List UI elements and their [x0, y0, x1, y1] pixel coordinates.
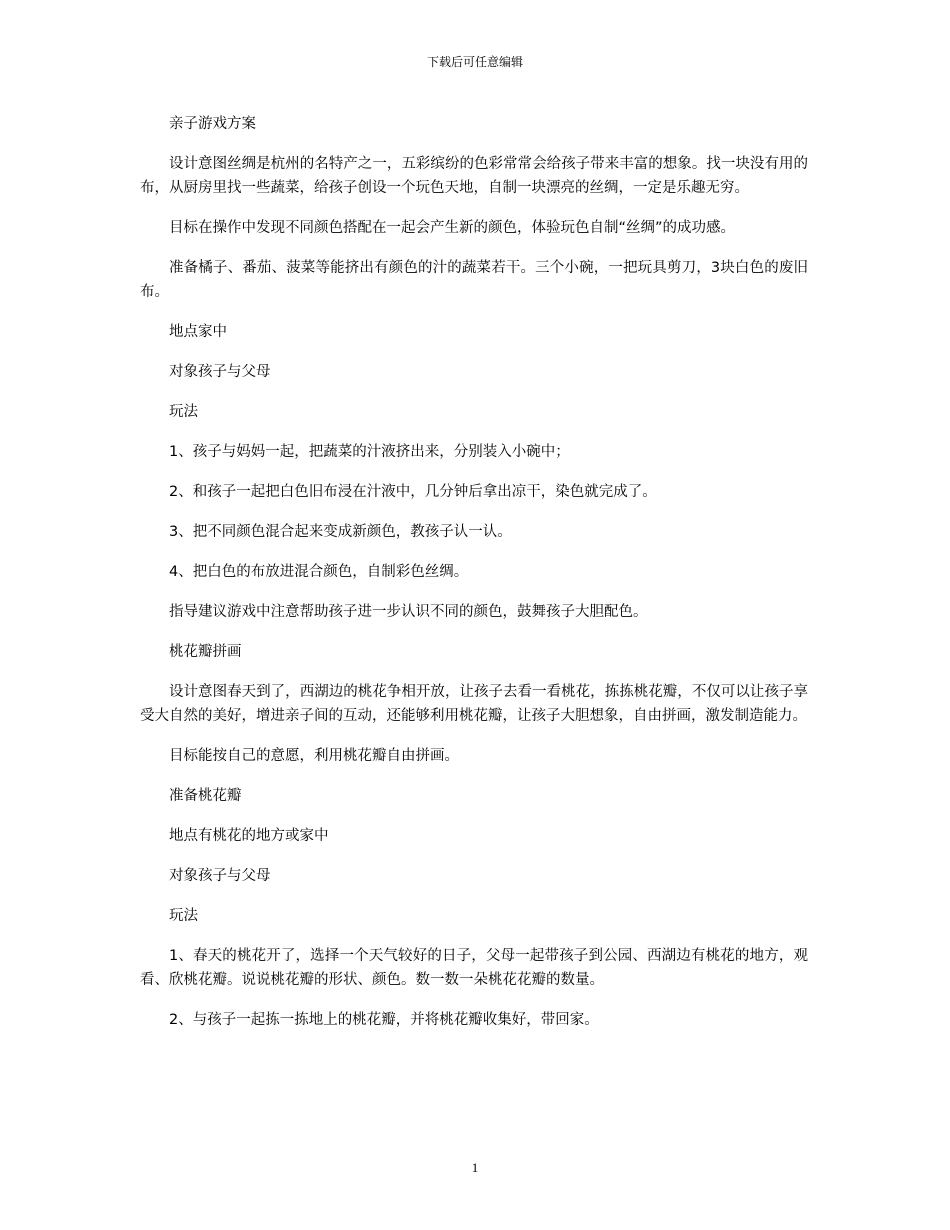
list-item-silk-step-4: 4、把白色的布放进混合颜色，自制彩色丝绸。	[169, 564, 469, 580]
list-item-peach-step-2: 2、与孩子一起拣一拣地上的桃花瓣，并将桃花瓣收集好，带回家。	[169, 1012, 599, 1028]
document-body	[140, 112, 808, 1048]
paragraph-design-intent-peach: 设计意图春天到了，西湖边的桃花争相开放，让孩子去看一看桃花，拣拣桃花瓣，不仅可以让孩子享受大自然的美好，增进亲子间的互动，还能够利用桃花瓣，让孩子大胆想象，自由拼画，激发制造能力。	[140, 684, 808, 724]
section-title-peach-petal: 桃花瓣拼画	[169, 644, 242, 660]
paragraph-preparation-peach: 准备桃花瓣	[169, 788, 242, 804]
section-title-silk-game: 亲子游戏方案	[169, 116, 256, 132]
paragraph-design-intent-silk: 设计意图丝绸是杭州的名特产之一，五彩缤纷的色彩常常会给孩子带来丰富的想象。找一块没有用的布，从厨房里找一些蔬菜，给孩子创设一个玩色天地，自制一块漂亮的丝绸，一定是乐趣无穷。	[140, 156, 808, 196]
paragraph-audience-peach: 对象孩子与父母	[169, 868, 271, 884]
list-item-silk-step-1: 1、孩子与妈妈一起，把蔬菜的汁液挤出来，分别装入小碗中；	[169, 444, 570, 460]
page-number: 1	[471, 1160, 479, 1175]
paragraph-audience-silk: 对象孩子与父母	[169, 364, 271, 380]
list-item-peach-step-1: 1、春天的桃花开了，选择一个天气较好的日子，父母一起带孩子到公园、西湖边有桃花的地方，观看、欣桃花瓣。说说桃花瓣的形状、颜色。数一数一朵桃花花瓣的数量。	[140, 948, 808, 988]
paragraph-location-peach: 地点有桃花的地方或家中	[169, 828, 329, 844]
paragraph-goal-silk: 目标在操作中发现不同颜色搭配在一起会产生新的颜色，体验玩色自制“丝绸”的成功感。	[169, 220, 736, 236]
list-item-silk-step-3: 3、把不同颜色混合起来变成新颜色，教孩子认一认。	[169, 524, 512, 540]
paragraph-preparation-silk: 准备橘子、番茄、菠菜等能挤出有颜色的汁的蔬菜若干。三个小碗，一把玩具剪刀，3块白色的废旧布。	[140, 260, 808, 300]
paragraph-goal-peach: 目标能按自己的意愿，利用桃花瓣自由拼画。	[169, 748, 459, 764]
paragraph-howto-peach: 玩法	[169, 908, 198, 924]
paragraph-howto-silk: 玩法	[169, 404, 198, 420]
list-item-silk-step-2: 2、和孩子一起把白色旧布浸在汁液中，几分钟后拿出凉干，染色就完成了。	[169, 484, 657, 500]
paragraph-guidance-silk: 指导建议游戏中注意帮助孩子进一步认识不同的颜色，鼓舞孩子大胆配色。	[169, 604, 648, 620]
paragraph-location-silk: 地点家中	[169, 324, 227, 340]
page-header: 下载后可任意编辑	[426, 55, 523, 69]
